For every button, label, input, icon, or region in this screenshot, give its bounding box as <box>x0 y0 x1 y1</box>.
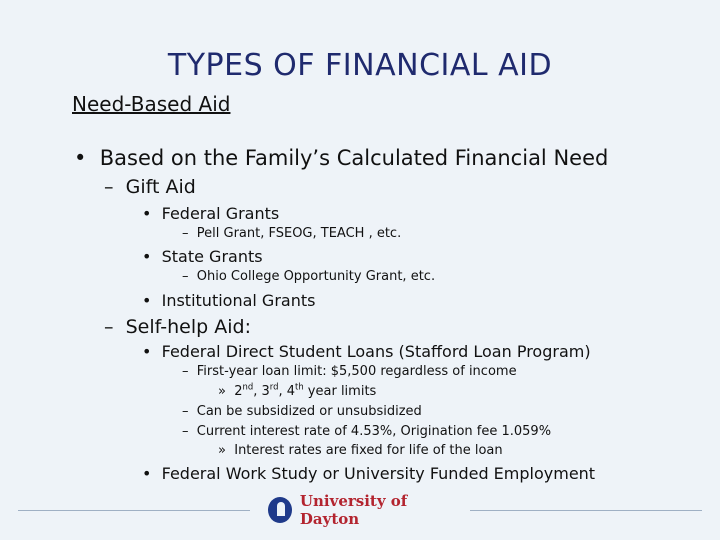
dash-marker: – <box>182 404 189 419</box>
bullet-marker: • <box>74 146 87 170</box>
bullet-text: Ohio College Opportunity Grant, etc. <box>196 269 436 284</box>
footer-rule-right <box>470 510 702 511</box>
year-limits-tail: year limits <box>303 384 377 399</box>
bullet-first-year-limit <box>182 364 517 379</box>
bullet-text: Based on the Family’s Calculated Financial Need <box>99 146 609 170</box>
year-2-suffix: nd <box>242 381 254 392</box>
bullet-self-help-aid <box>104 316 251 338</box>
bullet-state-grants <box>142 247 263 266</box>
bullet-text: Federal Grants <box>161 204 280 223</box>
bullet-text: Current interest rate of 4.53%, Origination fee 1.059% <box>196 424 552 439</box>
bullet-marker: • <box>142 464 152 483</box>
bullet-marker: • <box>142 342 152 361</box>
footer-rule-left <box>18 510 250 511</box>
bullet-text: Federal Direct Student Loans (Stafford Loan Program) <box>161 342 591 361</box>
bullet-work-study <box>142 464 595 483</box>
bullet-text: First-year loan limit: $5,500 regardless of income <box>196 364 517 379</box>
bullet-text: Institutional Grants <box>161 291 316 310</box>
bullet-calculated-need <box>74 146 608 170</box>
bullet-state-grants-detail <box>182 269 435 284</box>
dash-marker: – <box>182 269 189 284</box>
dash-marker: – <box>182 364 189 379</box>
dash-marker: – <box>104 176 114 198</box>
seal-icon <box>268 497 292 523</box>
bullet-text: Self-help Aid: <box>125 316 251 338</box>
year-2: 2 <box>234 384 243 399</box>
bullet-subsidized <box>182 404 422 419</box>
dash-marker: – <box>182 424 189 439</box>
university-logo <box>268 494 458 526</box>
dash-marker: – <box>182 226 189 241</box>
bullet-text: Can be subsidized or unsubsidized <box>196 404 422 419</box>
bullet-marker: • <box>142 247 152 266</box>
bullet-text: Federal Work Study or University Funded Employment <box>161 464 596 483</box>
bullet-text: Pell Grant, FSEOG, TEACH , etc. <box>196 226 402 241</box>
bullet-text: Gift Aid <box>125 176 196 198</box>
bullet-federal-grants <box>142 204 279 223</box>
bullet-interest-rate <box>182 424 551 439</box>
dash-marker: – <box>104 316 114 338</box>
section-heading: Need-Based Aid <box>72 92 231 116</box>
bullet-text: Interest rates are fixed for life of the loan <box>234 443 503 458</box>
year-4: 4 <box>286 384 296 399</box>
bullet-text: State Grants <box>161 247 263 266</box>
bullet-institutional-grants <box>142 291 315 310</box>
year-3-suffix: rd <box>269 381 279 392</box>
year-3: 3 <box>261 384 270 399</box>
year-4-suffix: th <box>295 381 304 392</box>
chevron-marker: » <box>218 384 226 399</box>
logo-wordmark: University of Dayton <box>299 492 408 528</box>
bullet-marker: • <box>142 291 152 310</box>
bullet-federal-grants-detail <box>182 226 401 241</box>
bullet-fixed-rate <box>218 443 503 458</box>
slide-title: TYPES OF FINANCIAL AID <box>167 48 553 83</box>
bullet-direct-loans <box>142 342 591 361</box>
bullet-year-limits: » 2nd, 3rd, 4th year limits <box>218 381 377 399</box>
bullet-marker: • <box>142 204 152 223</box>
bullet-gift-aid <box>104 176 196 198</box>
chevron-marker: » <box>218 443 226 458</box>
